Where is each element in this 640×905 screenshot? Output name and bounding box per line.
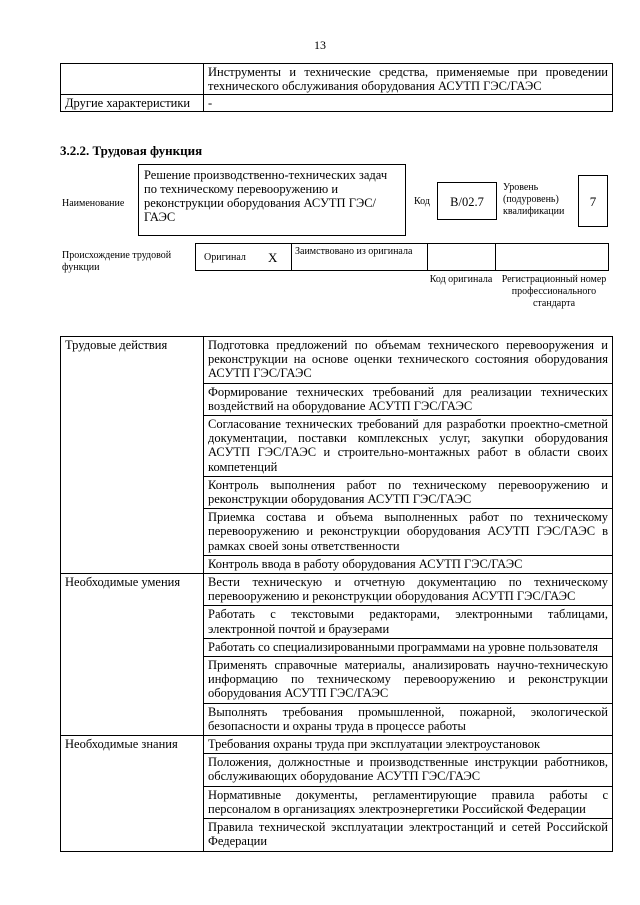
- list-item: Вести техническую и отчетную документацию по техническому перевооружению и реконструкции оборудования АСУТП ГЭС/ГАЭС: [204, 574, 613, 606]
- required-knowledge-label: Необходимые знания: [61, 736, 204, 851]
- other-characteristics-label: Другие характеристики: [61, 95, 204, 112]
- origin-label: Происхождение трудовой функции: [62, 250, 172, 273]
- code-value: B/02.7: [437, 182, 497, 220]
- list-item: Применять справочные материалы, анализировать научно-техническую информацию по техническому перевооружению и реконструкции оборудования АСУТП ГЭС/ГАЭС: [204, 657, 613, 704]
- name-label: Наименование: [62, 198, 125, 209]
- list-item: Требования охраны труда при эксплуатации электроустановок: [204, 736, 613, 754]
- list-item: Контроль выполнения работ по техническому перевооружению и реконструкции оборудования АСУТП ГЭС/ГАЭС: [204, 476, 613, 508]
- original-code-caption: Код оригинала: [429, 274, 493, 285]
- registration-number-caption: Регистрационный номер профессионального стандарта: [501, 274, 607, 309]
- other-characteristics-value: -: [204, 95, 613, 112]
- code-label: Код: [414, 196, 430, 207]
- top-table: [60, 63, 613, 112]
- section-title: 3.2.2. Трудовая функция: [60, 143, 203, 158]
- origin-row: [195, 243, 609, 271]
- original-label: Оригинал: [204, 252, 246, 263]
- competency-table: [60, 336, 613, 852]
- page-number: 13: [314, 38, 326, 52]
- labor-actions-label: Трудовые действия: [61, 337, 204, 574]
- list-item: Согласование технических требований для разработки проектно-сметной документации, поставки комплексных услуг, закупки оборудования АСУТП ГЭС/ГАЭС и строительно-монтажных работ в области своих компетенций: [204, 416, 613, 477]
- list-item: Контроль ввода в работу оборудования АСУТП ГЭС/ГАЭС: [204, 555, 613, 573]
- required-skills-label: Необходимые умения: [61, 574, 204, 736]
- tools-text: Инструменты и технические средства, применяемые при проведении технического обслуживания оборудования АСУТП ГЭС/ГАЭС: [204, 64, 613, 95]
- list-item: Приемка состава и объема выполненных работ по техническому перевооружению и реконструкции оборудования АСУТП ГЭС/ГАЭС в рамках своей зоны ответственности: [204, 509, 613, 556]
- top-table-empty-cell: [61, 64, 204, 95]
- list-item: Работать с текстовыми редакторами, электронными таблицами, электронной почтой и браузерами: [204, 606, 613, 638]
- borrowed-cell: [291, 244, 428, 270]
- list-item: Работать со специализированными программами на уровне пользователя: [204, 638, 613, 656]
- borrowed-label: Заимствовано из оригинала: [295, 246, 413, 257]
- registration-number-cell: [495, 244, 608, 270]
- original-mark: X: [268, 250, 278, 265]
- name-value: Решение производственно-технических задач по техническому перевооружению и реконструкции оборудования АСУТП ГЭС/ГАЭС: [138, 164, 406, 236]
- original-code-cell: [427, 244, 496, 270]
- level-value: 7: [578, 175, 608, 227]
- list-item: Подготовка предложений по объемам технического перевооружения и реконструкции на основе оценки технического состояния оборудования АСУТП ГЭС/ГАЭС: [204, 337, 613, 384]
- list-item: Выполнять требования промышленной, пожарной, экологической безопасности и охраны труда в процессе работы: [204, 703, 613, 735]
- list-item: Формирование технических требований для реализации технических воздействий на оборудование АСУТП ГЭС/ГАЭС: [204, 383, 613, 415]
- original-cell: [196, 244, 292, 270]
- list-item: Нормативные документы, регламентирующие правила работы с персоналом в организациях электроэнергетики Российской Федерации: [204, 786, 613, 818]
- list-item: Правила технической эксплуатации электростанций и сетей Российской Федерации: [204, 819, 613, 851]
- level-label: Уровень (подуровень) квалификации: [503, 182, 565, 217]
- list-item: Положения, должностные и производственные инструкции работников, обслуживающих оборудование АСУТП ГЭС/ГАЭС: [204, 754, 613, 786]
